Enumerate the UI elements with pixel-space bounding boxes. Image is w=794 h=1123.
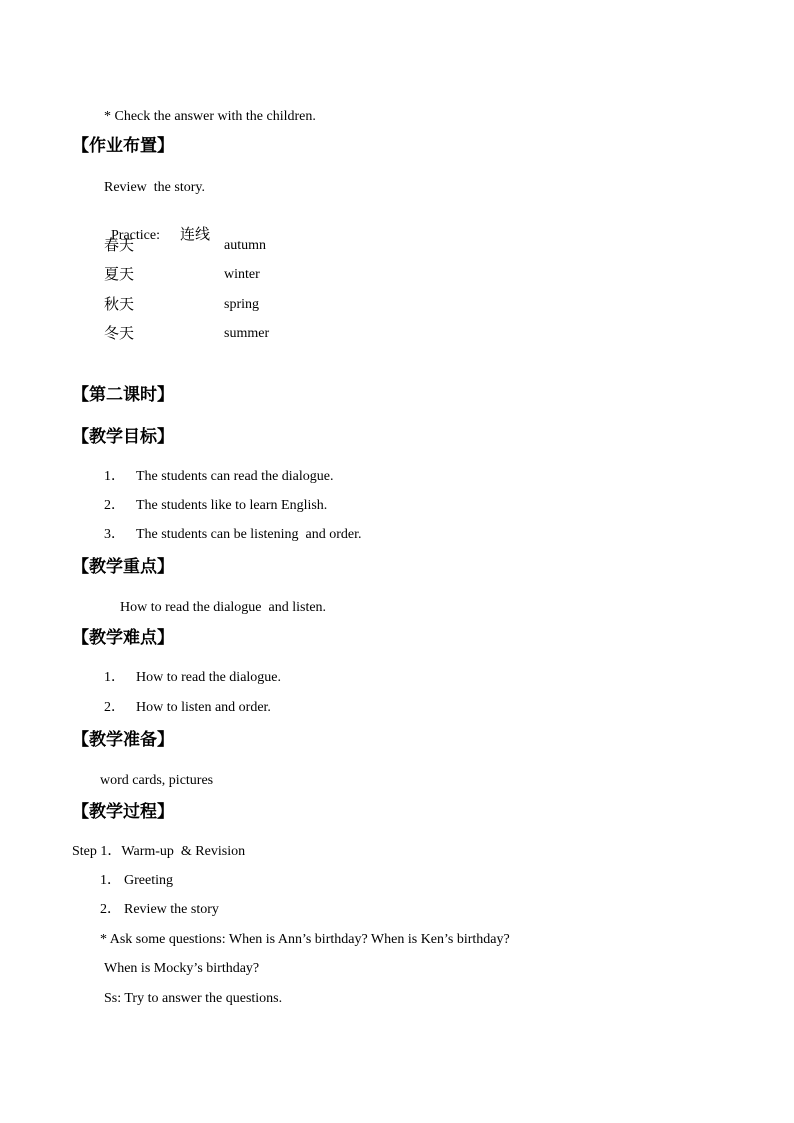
homework-review: Review the story.: [104, 180, 205, 195]
difficulty-item-1: [104, 669, 281, 687]
goal-item-2: [104, 497, 327, 515]
difficulty-number: 2．: [104, 700, 125, 715]
difficulty-item-2: [104, 699, 271, 717]
homework-heading: 【作业布置】: [72, 136, 174, 156]
sub-number: 2．: [100, 902, 121, 917]
goal-text: The students can be listening and order.: [136, 527, 362, 542]
process-heading: 【教学过程】: [72, 802, 174, 822]
ask-questions-line: * Ask some questions: When is Ann’s birthday? When is Ken’s birthday?: [100, 932, 510, 947]
preparation-heading: 【教学准备】: [72, 730, 174, 750]
sub-item-2: [100, 901, 219, 919]
pair-cn-3: 秋天: [104, 295, 135, 313]
sub-number: 1．: [100, 873, 121, 888]
goal-item-3: [104, 526, 362, 544]
pair-cn-1: 春天: [104, 236, 135, 254]
pair-en-3: spring: [224, 297, 259, 312]
pair-en-4: summer: [224, 326, 270, 341]
ask-questions-line-2: When is Mocky’s birthday?: [104, 961, 260, 976]
practice-label: Practice:: [111, 228, 160, 243]
sub-text: Review the story: [124, 902, 219, 917]
difficulties-heading: 【教学难点】: [72, 628, 174, 648]
sub-item-1: [100, 872, 173, 890]
key-points-heading: 【教学重点】: [72, 557, 174, 577]
pair-cn-4: 冬天: [104, 324, 135, 342]
step1-line: Step 1．Warm-up & Revision: [72, 844, 246, 859]
preparation-text: word cards, pictures: [100, 773, 214, 788]
key-points-text: How to read the dialogue and listen.: [120, 600, 327, 615]
intro-line: * Check the answer with the children.: [104, 109, 316, 124]
difficulty-text: How to read the dialogue.: [136, 670, 282, 685]
students-answer-line: Ss: Try to answer the questions.: [104, 991, 283, 1006]
goal-text: The students like to learn English.: [136, 498, 328, 513]
sub-text: Greeting: [124, 873, 173, 888]
difficulty-number: 1．: [104, 670, 125, 685]
goal-number: 3．: [104, 527, 125, 542]
practice-task: 连线: [179, 225, 210, 243]
goals-heading: 【教学目标】: [72, 427, 174, 447]
goal-item-1: [104, 468, 333, 486]
pair-en-1: autumn: [224, 238, 266, 253]
goal-text: The students can read the dialogue.: [136, 469, 334, 484]
lesson2-heading: 【第二课时】: [72, 385, 174, 405]
pair-cn-2: 夏天: [104, 265, 135, 283]
goal-number: 2．: [104, 498, 125, 513]
pair-en-2: winter: [224, 267, 260, 282]
goal-number: 1．: [104, 469, 125, 484]
difficulty-text: How to listen and order.: [136, 700, 271, 715]
